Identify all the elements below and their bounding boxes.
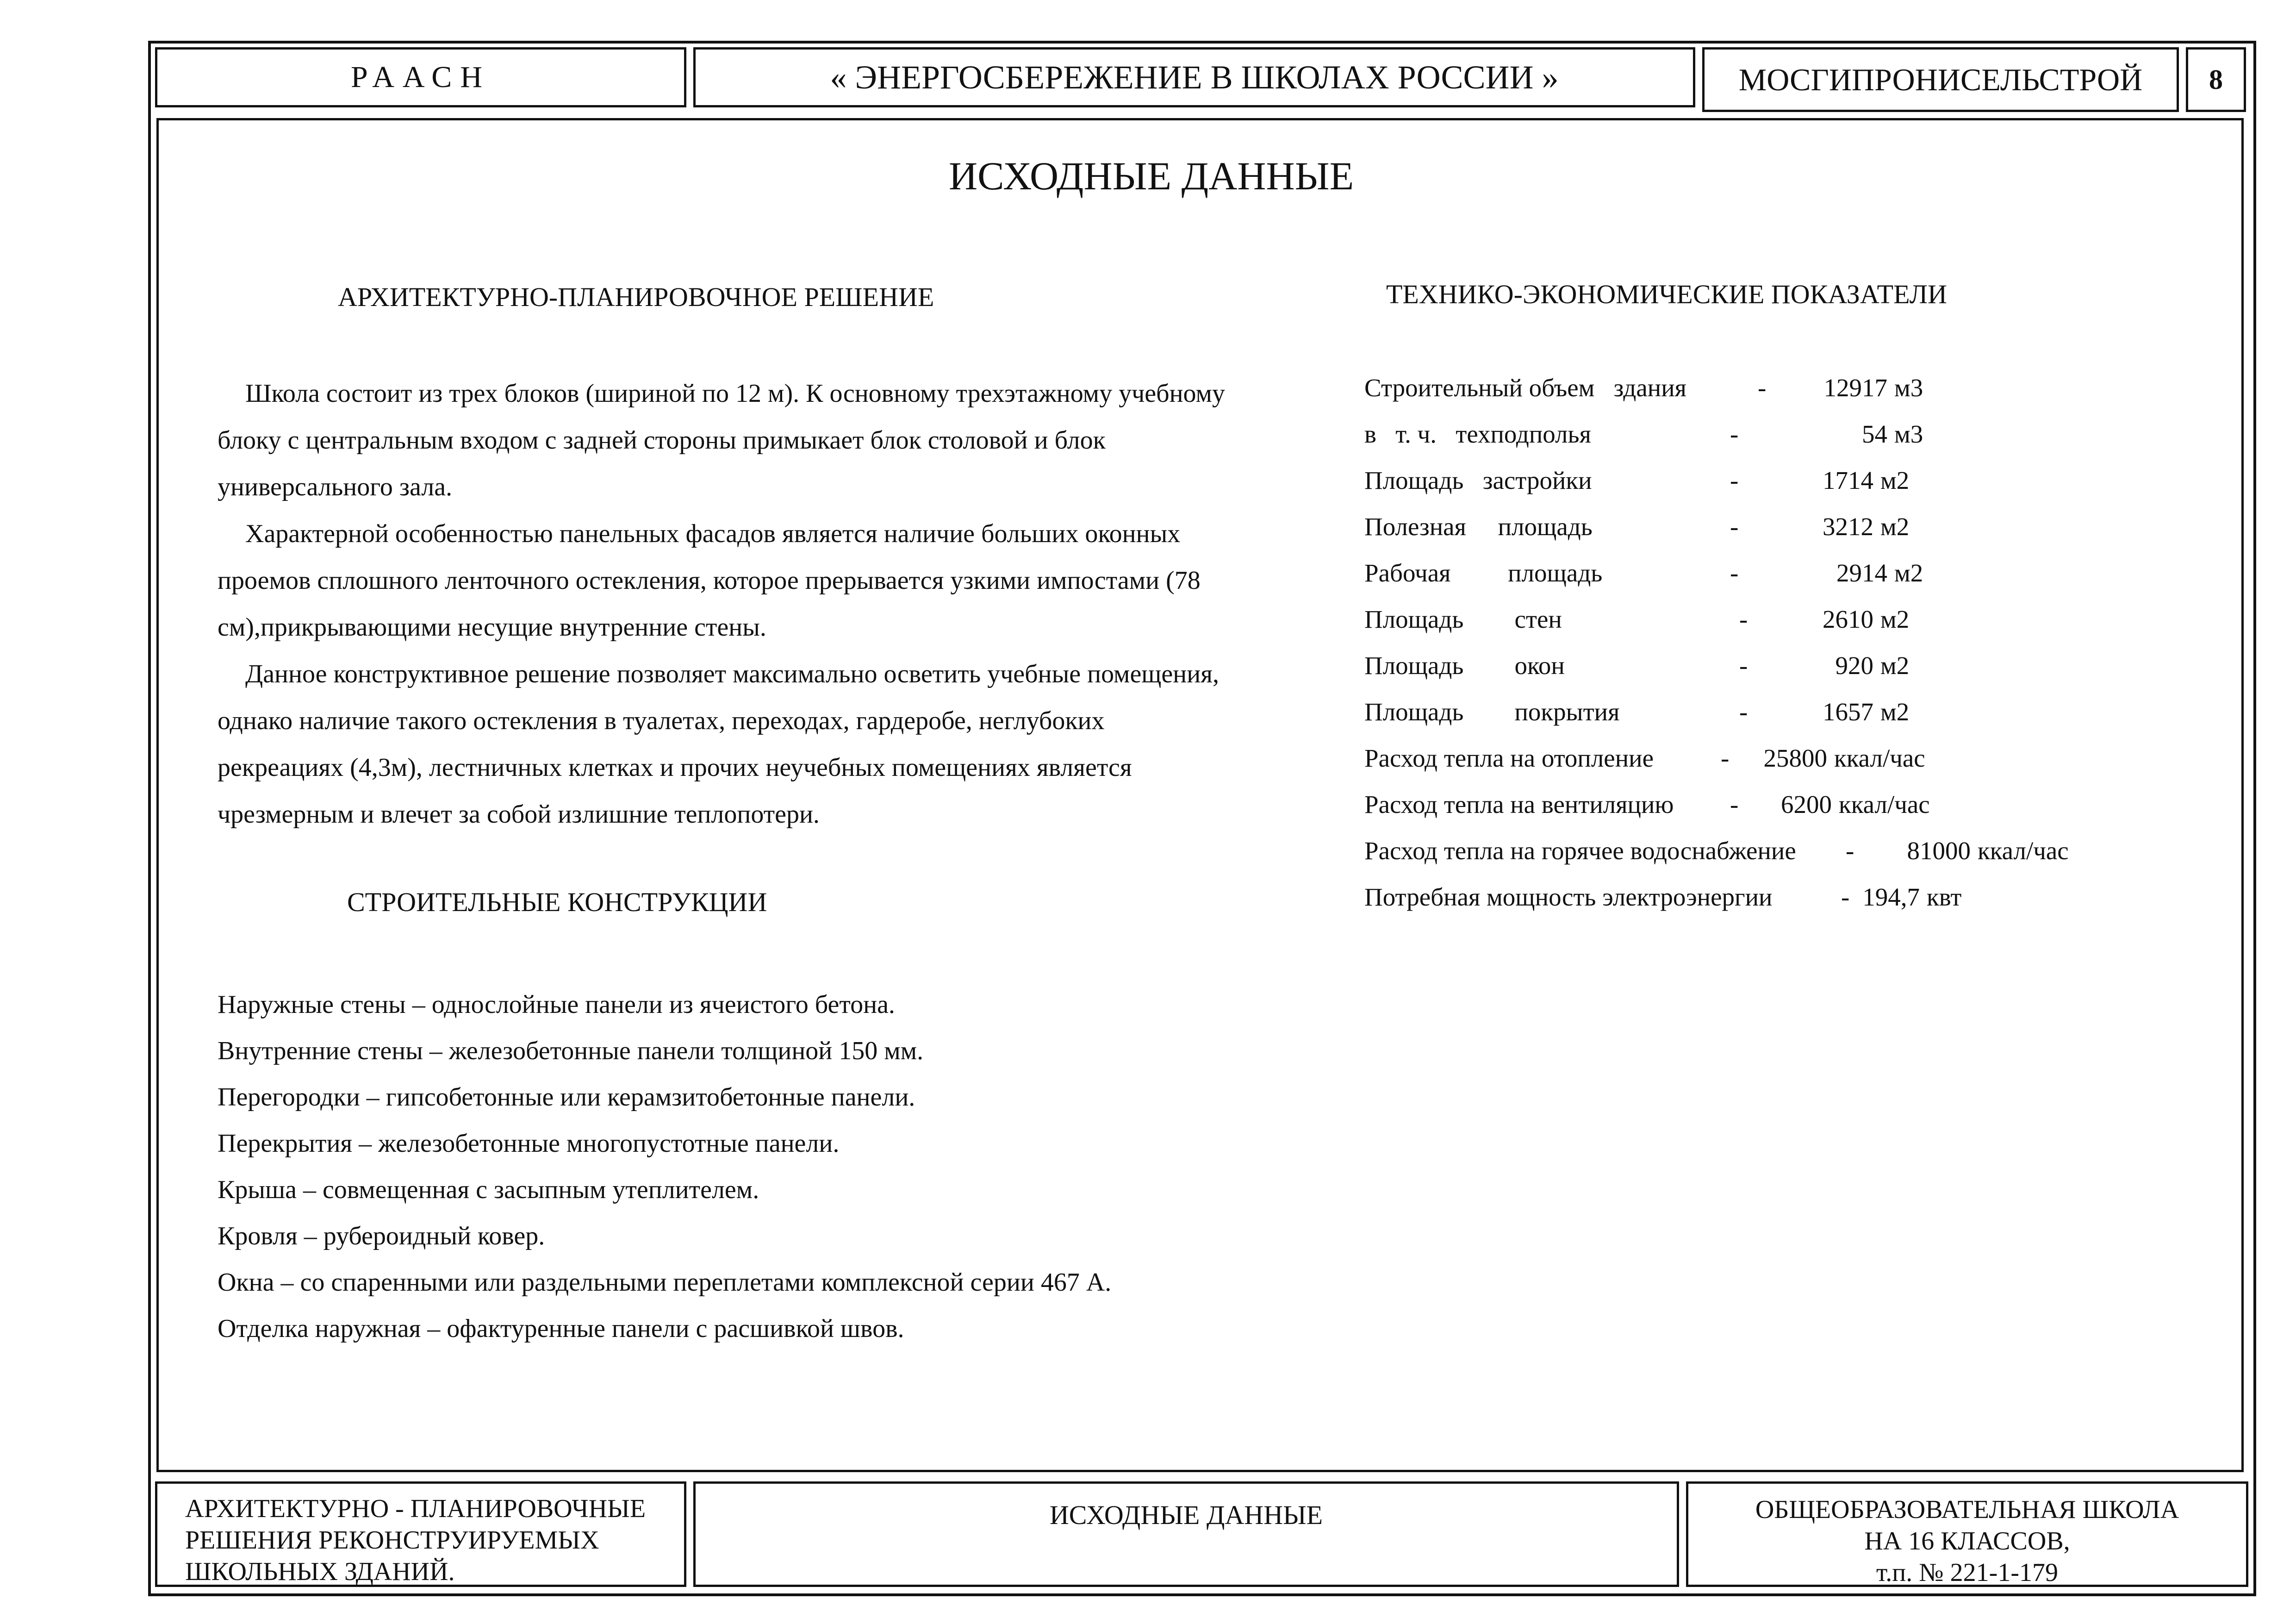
- table-row: [1364, 879, 2035, 916]
- header-title-text: « ЭНЕРГОСБЕРЕЖЕНИЕ В ШКОЛАХ РОССИИ »: [830, 58, 1559, 96]
- indicator-label: в т. ч. техподполья: [1364, 420, 1591, 448]
- indicator-unit: ккал/час: [1834, 744, 1925, 772]
- header-institute: [1702, 47, 2179, 112]
- footer-sheet-title: [693, 1481, 1679, 1587]
- header-organization-text: РААСН: [351, 60, 491, 94]
- header-title: [693, 47, 1695, 107]
- indicator-dash: -: [1739, 605, 1748, 633]
- footer-right-line: ОБЩЕОБРАЗОВАТЕЛЬНАЯ ШКОЛА: [1755, 1495, 2179, 1524]
- indicator-label: Площадь застройки: [1364, 466, 1592, 494]
- indicator-unit: квт: [1927, 883, 1962, 911]
- list-item: Перекрытия – железобетонные многопустотные панели.: [218, 1129, 840, 1158]
- indicator-dash: -: [1721, 744, 1730, 772]
- indicator-dash: -: [1730, 790, 1739, 818]
- page-number: [2186, 47, 2246, 112]
- indicator-label: Полезная площадь: [1364, 512, 1593, 541]
- indicator-value: 920: [1835, 651, 1873, 680]
- indicator-value: 1714: [1823, 466, 1873, 494]
- indicator-unit: ккал/час: [1978, 837, 2069, 865]
- indicator-dash: -: [1739, 651, 1748, 680]
- list-item: Наружные стены – однослойные панели из ячеистого бетона.: [218, 990, 895, 1019]
- list-item: Крыша – совмещенная с засыпным утеплителем.: [218, 1175, 759, 1204]
- indicator-dash: -: [1758, 374, 1767, 402]
- indicator-label: Расход тепла на вентиляцию: [1364, 790, 1674, 818]
- indicator-value: 54: [1862, 420, 1887, 448]
- list-item: Окна – со спаренными или раздельными переплетами комплексной серии 467 А.: [218, 1268, 1112, 1297]
- indicator-label: Расход тепла на отопление: [1364, 744, 1654, 772]
- constructions-list: [218, 981, 1111, 1352]
- header-organization: [155, 47, 686, 107]
- indicator-unit: м3: [1894, 374, 1923, 402]
- list-item: Кровля – рубероидный ковер.: [218, 1222, 545, 1250]
- table-row: [1364, 693, 2035, 731]
- indicator-value: 81000: [1907, 837, 1971, 865]
- table-row: [1364, 462, 2035, 499]
- indicator-value: 2610: [1823, 605, 1873, 633]
- header-institute-text: МОСГИПРОНИСЕЛЬСТРОЙ: [1738, 62, 2143, 97]
- architecture-paragraph: Характерной особенностью панельных фасадов является наличие больших оконных проемов сплошного ленточного остекления, которое прерывается узкими импостами (78 см),прикрывающими несущие внутренние стены.: [218, 519, 1201, 642]
- indicator-unit: м2: [1880, 466, 1910, 494]
- indicator-dash: -: [1730, 466, 1739, 494]
- table-row: [1364, 647, 2035, 684]
- indicator-unit: м2: [1894, 559, 1923, 587]
- indicator-value: 1657: [1823, 698, 1873, 726]
- table-row: [1364, 416, 2035, 453]
- indicator-value: 194,7: [1862, 883, 1920, 911]
- technical-heading: ТЕХНИКО-ЭКОНОМИЧЕСКИЕ ПОКАЗАТЕЛИ: [1386, 279, 1947, 309]
- indicator-unit: м3: [1894, 420, 1923, 448]
- architecture-heading: АРХИТЕКТУРНО-ПЛАНИРОВОЧНОЕ РЕШЕНИЕ: [338, 282, 934, 312]
- indicator-label: Площадь окон: [1364, 651, 1565, 680]
- table-row: [1364, 369, 2035, 406]
- indicator-label: Потребная мощность электроэнергии: [1364, 883, 1773, 911]
- architecture-paragraph: Данное конструктивное решение позволяет максимально осветить учебные помещения, однако наличие такого остекления в туалетах, переходах, гардеробе, неглубоких рекреациях (4,3м), лестничных клетках и прочих неучебных помещениях является чрезмерным и влечет за собой излишние теплопотери.: [218, 660, 1219, 829]
- indicator-value: 2914: [1836, 559, 1887, 587]
- table-row: [1364, 786, 2035, 823]
- list-item: Отделка наружная – офактуренные панели с расшивкой швов.: [218, 1314, 904, 1343]
- page-title: ИСХОДНЫЕ ДАННЫЕ: [949, 154, 1354, 198]
- indicator-label: Площадь стен: [1364, 605, 1562, 633]
- constructions-heading: СТРОИТЕЛЬНЫЕ КОНСТРУКЦИИ: [347, 887, 767, 917]
- indicator-dash: -: [1730, 420, 1739, 448]
- footer-left-line: РЕШЕНИЯ РЕКОНСТРУИРУЕМЫХ: [185, 1526, 599, 1555]
- indicator-dash: -: [1846, 837, 1854, 865]
- footer-series-title: [155, 1481, 686, 1587]
- indicator-unit: м2: [1880, 698, 1910, 726]
- table-row: [1364, 555, 2035, 592]
- indicator-dash: -: [1730, 512, 1739, 541]
- list-item: Внутренние стены – железобетонные панели толщиной 150 мм.: [218, 1037, 924, 1065]
- indicator-unit: ккал/час: [1839, 790, 1930, 818]
- indicator-label: Строительный объем здания: [1364, 374, 1686, 402]
- indicator-label: Площадь покрытия: [1364, 698, 1620, 726]
- footer-project: [1686, 1481, 2248, 1587]
- architecture-paragraph: Школа состоит из трех блоков (шириной по 12 м). К основному трехэтажному учебному блоку с центральным входом с задней стороны примыкает блок столовой и блок универсального зала.: [218, 379, 1225, 501]
- table-row: [1364, 832, 2069, 869]
- list-item: Перегородки – гипсобетонные или керамзитобетонные панели.: [218, 1083, 915, 1112]
- indicator-value: 12917: [1823, 374, 1887, 402]
- indicator-dash: -: [1841, 883, 1850, 911]
- footer-right-line: НА 16 КЛАССОВ,: [1864, 1527, 2070, 1555]
- indicator-dash: -: [1739, 698, 1748, 726]
- indicator-unit: м2: [1880, 605, 1910, 633]
- indicator-label: Рабочая площадь: [1364, 559, 1603, 587]
- indicator-value: 6200: [1781, 790, 1832, 818]
- indicator-unit: м2: [1880, 651, 1910, 680]
- indicator-label: Расход тепла на горячее водоснабжение: [1364, 837, 1796, 865]
- architecture-text: [218, 370, 1236, 838]
- indicator-unit: м2: [1880, 512, 1910, 541]
- footer-right-line: т.п. № 221-1-179: [1876, 1558, 2058, 1587]
- footer-left-line: ШКОЛЬНЫХ ЗДАНИЙ.: [185, 1557, 455, 1586]
- page-number-text: 8: [2209, 64, 2223, 95]
- footer-sheet-title-text: ИСХОДНЫЕ ДАННЫЕ: [1049, 1500, 1323, 1530]
- table-row: [1364, 508, 2035, 545]
- footer-left-line: АРХИТЕКТУРНО - ПЛАНИРОВОЧНЫЕ: [185, 1494, 646, 1523]
- indicator-value: 3212: [1823, 512, 1873, 541]
- table-row: [1364, 740, 2035, 777]
- indicator-value: 25800: [1763, 744, 1827, 772]
- table-row: [1364, 601, 2035, 638]
- indicator-dash: -: [1730, 559, 1739, 587]
